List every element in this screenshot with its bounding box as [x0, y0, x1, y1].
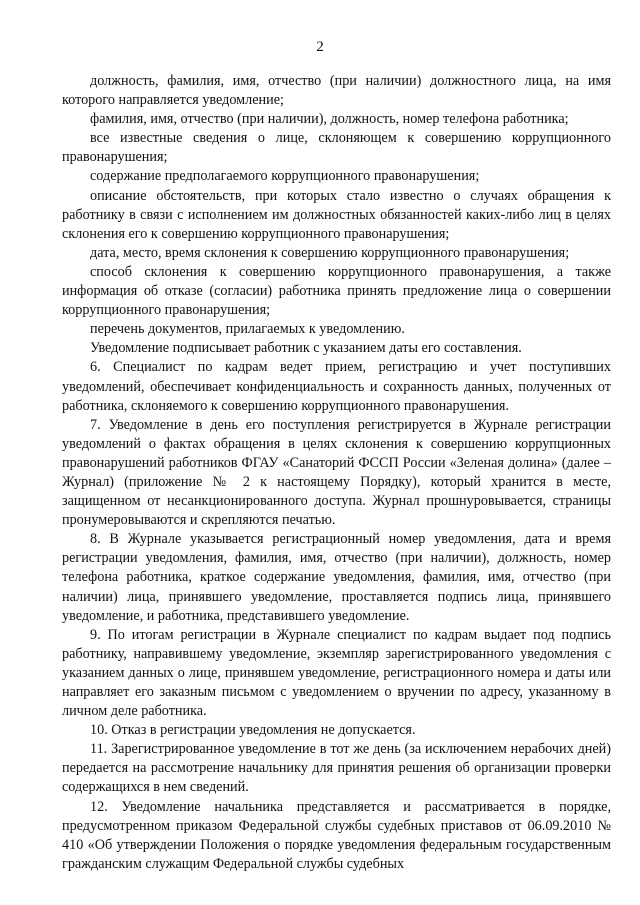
paragraph-signature: Уведомление подписывает работник с указанием даты его составления. — [90, 340, 522, 357]
paragraph-offense-content: содержание предполагаемого коррупционного правонарушения; — [90, 168, 480, 185]
paragraph-circumstances: описание обстоятельств, при которых стало известно о случаях обращения к работнику в связи с исполнением им должностных обязанностей каких-либо лиц в целях склонения его к совершению коррупционного правонарушения; — [62, 187, 611, 242]
paragraph-item-9: 9. По итогам регистрации в Журнале специалист по кадрам выдает под подпись работнику, направившему уведомление, экземпляр зарегистрированного уведомления с указанием данных о лице, принявшем уведомление, регистрационного номера и даты или направляет его заказным письмом с уведомлением о вручении по адресу, указанному в личном деле работника. — [62, 626, 611, 720]
paragraph-item-12: 12. Уведомление начальника представляется и рассматривается в порядке, предусмотренном приказом Федеральной службы судебных приставов от 06.09.2010 № 410 «Об утверждении Положения о порядке уведомления федеральным государственным гражданским служащим Федеральной службы судебных — [62, 798, 611, 872]
paragraph-documents-list: перечень документов, прилагаемых к уведомлению. — [90, 321, 405, 338]
paragraph-item-6: 6. Специалист по кадрам ведет прием, регистрацию и учет поступивших уведомлений, обеспечивает конфиденциальность и сохранность данных, полученных от работника, склоняемого к совершению коррупционного правонарушения. — [62, 359, 611, 414]
document-body — [62, 72, 611, 874]
paragraph-item-10: 10. Отказ в регистрации уведомления не допускается. — [90, 722, 416, 739]
paragraph-item-7: 7. Уведомление в день его поступления регистрируется в Журнале регистрации уведомлений о фактах обращения в целях склонения к совершению коррупционных правонарушений работников ФГАУ «Санаторий ФССП России «Зеленая долина» (далее – Журнал) (приложение № 2 к настоящему Порядку), который хранится в месте, защищенном от несанкционированного доступа. Журнал прошнуровывается, страницы пронумеровываются и скрепляются печатью. — [62, 416, 611, 529]
paragraph-item-8: 8. В Журнале указывается регистрационный номер уведомления, дата и время регистрации уведомления, фамилия, имя, отчество (при наличии), должность, номер телефона работника, краткое содержание уведомления, фамилия, имя, отчество (при наличии) лица, принявшего уведомление, проставляется подпись лица, принявшего уведомление, и работника, представившего уведомление. — [62, 531, 611, 624]
paragraph-item-11: 11. Зарегистрированное уведомление в тот же день (за исключением нерабочих дней) передается на рассмотрение начальнику для принятия решения об организации проверки содержащихся в нем сведений. — [62, 741, 611, 796]
paragraph-worker-name: фамилия, имя, отчество (при наличии), должность, номер телефона работника; — [90, 111, 569, 128]
paragraph-method: способ склонения к совершению коррупционного правонарушения, а также информация об отказе (согласии) работника принять предложение лица о совершении коррупционного правонарушения; — [62, 263, 611, 319]
paragraph-person-info: все известные сведения о лице, склоняющем к совершению коррупционного правонарушения; — [62, 130, 611, 166]
paragraph-official-name: должность, фамилия, имя, отчество (при наличии) должностного лица, на имя которого направляется уведомление; — [62, 73, 611, 109]
page-number: 2 — [316, 39, 324, 55]
paragraph-date-place: дата, место, время склонения к совершению коррупционного правонарушения; — [90, 244, 570, 261]
